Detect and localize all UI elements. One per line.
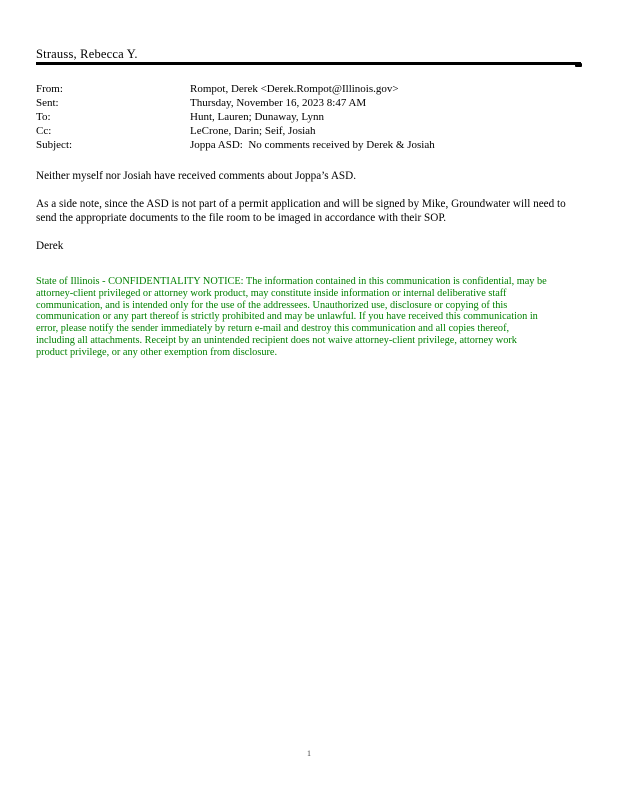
notice-line-1: State of Illinois - CONFIDENTIALITY NOTICE: The information contained in this communication is confidential, may be (36, 276, 547, 287)
recipient-name-header: Strauss, Rebecca Y. (36, 47, 138, 61)
body-paragraph-2 (36, 197, 566, 225)
subject-label: Subject: (36, 139, 73, 151)
header-row-from (36, 82, 435, 96)
sent-label: Sent: (36, 97, 59, 109)
page-number: 1 (307, 749, 311, 758)
header-row-cc (36, 124, 435, 138)
signature-text: Derek (36, 240, 64, 252)
body-paragraph-1 (36, 169, 356, 183)
notice-line-2: attorney-client privileged or attorney work product, may constitute inside information or internal deliberative staff (36, 287, 507, 299)
header-row-to (36, 110, 435, 124)
sent-value: Thursday, November 16, 2023 8:47 AM (190, 97, 367, 109)
cc-value: LeCrone, Darin; Seif, Josiah (190, 125, 316, 137)
notice-line-4: communication or any part thereof is strictly prohibited and may be unlawful. If you have received this communication in (36, 311, 538, 323)
body-paragraph-2-line-2: send the appropriate documents to the file room to be imaged in accordance with their SOP. (36, 212, 447, 224)
header-rule-line (36, 62, 581, 65)
header-row-sent (36, 96, 435, 110)
notice-line-3: communication, and is intended only for the use of the addressees. Unauthorized use, disclosure or copying of this (36, 299, 508, 311)
to-value: Hunt, Lauren; Dunaway, Lynn (190, 111, 325, 123)
signature (36, 239, 63, 253)
rule-end-blob (575, 63, 582, 67)
body-paragraph-1-text: Neither myself nor Josiah have received comments about Joppa’s ASD. (36, 170, 357, 182)
body-paragraph-2-line-1: As a side note, since the ASD is not part of a permit application and will be signed by Mike, Groundwater will need to (36, 198, 566, 210)
notice-line-5: error, please notify the sender immediately by return e-mail and destroy this communication and all copies thereof, (36, 323, 510, 335)
confidentiality-notice (36, 276, 547, 359)
to-label: To: (36, 111, 51, 123)
from-label: From: (36, 83, 63, 95)
notice-line-6: including all attachments. Receipt by an unintended recipient does not waive attorney-client privilege, attorney work (36, 334, 517, 346)
header-row-subject (36, 138, 435, 152)
email-header-block (36, 82, 435, 152)
notice-line-7: product privilege, or any other exemption from disclosure. (36, 346, 278, 358)
cc-label: Cc: (36, 125, 52, 137)
subject-value: Joppa ASD: No comments received by Derek & Josiah (190, 139, 435, 151)
from-value: Rompot, Derek <Derek.Rompot@Illinois.gov> (190, 83, 399, 95)
